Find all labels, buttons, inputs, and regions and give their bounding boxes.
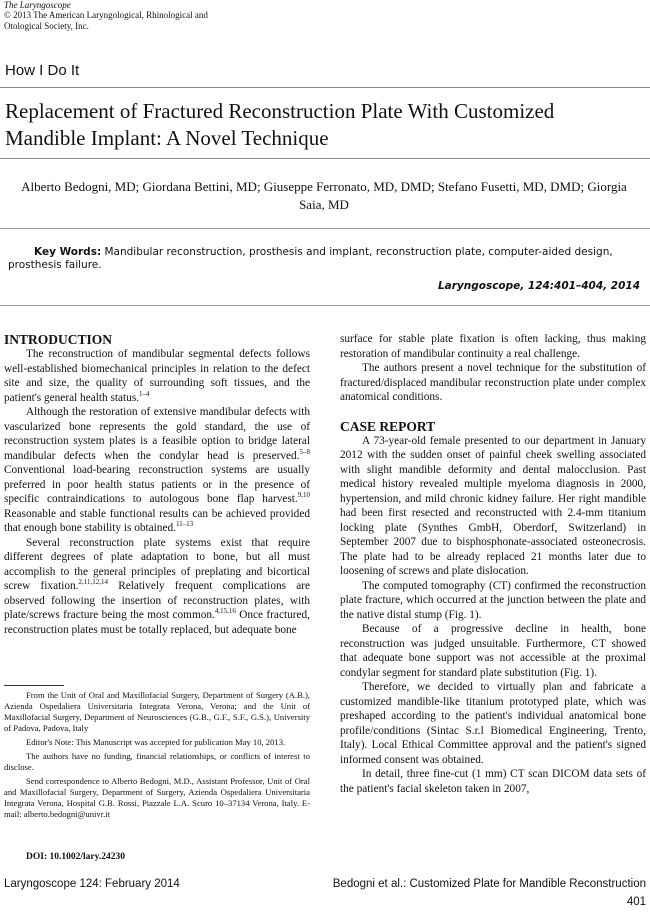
divider (0, 158, 650, 159)
citation: Laryngoscope, 124:401–404, 2014 (437, 280, 640, 292)
author-list: Alberto Bedogni, MD; Giordana Bettini, MD; Giuseppe Ferronato, MD, DMD; Stefano Fusetti, MD, DMD; Giorgia Saia, MD (21, 179, 627, 212)
ref-superscript: 11–13 (175, 520, 194, 529)
paragraph: In detail, three fine-cut (1 mm) CT scan DICOM data sets of the patient's facial skeleton taken in 2007, (340, 768, 646, 795)
article-title: Replacement of Fractured Reconstruction Plate With Customized Mandible Implant: A Novel Technique (5, 99, 555, 150)
correspondence-note: Send correspondence to Alberto Bedogni, M.D., Assistant Professor, Unit of Oral and Maxillofacial Surgery, Department of Surgery, Azienda Ospedaliera Universitaria Integrata Verona, Hospital G.B. Rossi, Piazzale L.A. Scuro 10–37134 Verona, Italy. E-mail: alberto.bedogni@univr.it (4, 776, 310, 819)
ref-superscript: 4,15,16 (214, 607, 236, 616)
ref-superscript: 1–4 (139, 389, 150, 398)
paragraph: The reconstruction of mandibular segmental defects follows well-established biomechanical principles in relation to the defect site and size, the quality of surrounding soft tissues, and the patient's general health status.$^{1-4}$ (4, 348, 310, 404)
paragraph: Although the restoration of extensive mandibular defects with vascularized bone represents the gold standard, the use of reconstruction system plates is a feasible option to bridge lateral mandibular defects when the condylar head is preserved.$^{5-8}$ Conventional load-bearing reconstruction systems are usually preferred in poor health status patients or in the presence of specific contraindications to autologous bone flap harvest.$^{9,10}$ Reasonable and stable functional results can be achieved provided that enough bone stability is obtained.$^{11-13}$ (4, 406, 310, 534)
left-column (4, 332, 310, 637)
paragraph: surface for stable plate fixation is often lacking, thus making restoration of mandibular continuity a real challenge. (340, 333, 646, 360)
footnotes (4, 690, 310, 823)
paragraph: The computed tomography (CT) confirmed the reconstruction plate fracture, which occurred at the junction between the plate and the native distal stump (Fig. 1). (340, 579, 646, 621)
ref-superscript: 2,11,12,14 (78, 578, 108, 587)
ref-superscript: 9,10 (297, 491, 310, 500)
page-number: 401 (626, 896, 646, 908)
doi: DOI: 10.1002/lary.24230 (26, 852, 125, 862)
intro-heading: INTRODUCTION (4, 332, 113, 347)
paragraph: Therefore, we decided to virtually plan and fabricate a customized mandible-like titanium prototyped plate, which was preshaped according to the patient's individual anatomical bone profile/conditions (Sintac S.r.l Biomedical Engineering, Trento, Italy). Local Ethical Committee approval and the patient's signed informed consent was obtained. (340, 681, 646, 766)
editor-note: Editor's Note: This Manuscript was accepted for publication May 10, 2013. (26, 737, 286, 747)
footnote-rule (4, 685, 64, 686)
ref-superscript: 5–8 (299, 447, 310, 456)
affiliation-note: From the Unit of Oral and Maxillofacial Surgery, Department of Surgery (A.B.), Azienda Ospedaliera Universitaria Integrata Verona, Verona; and the Unit of Maxillofacial Surgery, Department of Neurosciences (G.B., G.F., S.F., G.S.), University of Padova, Padova, Italy (4, 690, 310, 733)
journal-name: The Laryngoscope (4, 0, 71, 10)
right-column (340, 332, 646, 796)
paragraph: Because of a progressive decline in health, bone reconstruction was judged unsuitable. Furthermore, CT showed that adequate bone support was not accessible at the proximal condylar segment for standard plate substitution (Fig. 1). (340, 623, 646, 679)
disclosure-note: The authors have no funding, financial relationships, or conflicts of interest to disclose. (4, 751, 310, 772)
paragraph: The authors present a novel technique for the substitution of fractured/displaced mandibular reconstruction plate under complex anatomical conditions. (340, 362, 646, 403)
paragraph: A 73-year-old female presented to our department in January 2012 with the sudden onset of painful cheek swelling associated with slight mandible deformity and dental malocclusion. Past medical history revealed multiple myeloma diagnosis in 2000, hypertension, and mild chronic kidney failure. Her right mandible had been first resected and reconstructed with 2.4-mm titanium locking plate (Synthes GmbH, Oberdorf, Switzerland) in September 2007 due to bisphosphonate-associated osteonecrosis. The plate had to be already replaced 21 months later due to loosening of screws and plate dislocation. (340, 434, 646, 577)
keywords-text: Mandibular reconstruction, prosthesis and implant, reconstruction plate, computer-aided design, prosthesis failure. (8, 246, 613, 271)
keywords-label: Key Words: (34, 246, 102, 258)
copyright-notice: © 2013 The American Laryngological, Rhinological and Otological Society, Inc. (4, 10, 208, 31)
divider (0, 87, 650, 88)
keywords (8, 246, 638, 272)
footer-running-title: Bedogni et al.: Customized Plate for Mandible Reconstruction (332, 878, 646, 890)
case-report-heading: CASE REPORT (340, 418, 436, 434)
section-label: How I Do It (5, 62, 80, 79)
footer-journal: Laryngoscope 124: February 2014 (4, 878, 180, 890)
paragraph: Several reconstruction plate systems exist that require different degrees of plate adaptation to bone, but all must accomplish to the general principles of preplating and bicortical screw fixation.$^{2,11,12,14}$ Relatively frequent complications are observed following the insertion of reconstruction plates, with plate/screws fracture being the most common.$^{4,15,16}$ Once fractured, reconstruction plates must be totally replaced, but adequate bone (4, 536, 310, 636)
